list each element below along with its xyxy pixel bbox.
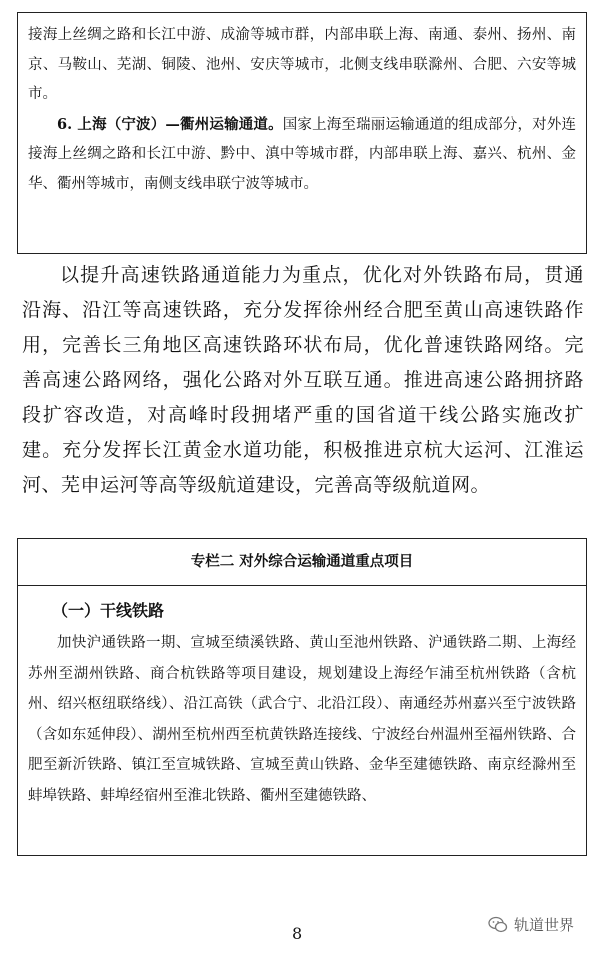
corridor-6-text: 国家上海至瑞丽运输通道的组成部分，对外连接海上丝绸之路和长江中游、黔中、滇中等城市群，内部串联上海、嘉兴、杭州、金华、衢州等城市，南侧支线串联宁波等城市。 <box>28 116 576 192</box>
corridor-6-title: 6. 上海（宁波）—衢州运输通道。 <box>57 115 283 133</box>
corridor-6-paragraph <box>28 110 576 200</box>
wechat-icon <box>488 916 508 934</box>
section-subtitle: （一）干线铁路 <box>52 601 165 620</box>
railway-projects-text: 加快沪通铁路一期、宣城至绩溪铁路、黄山至池州铁路、沪通铁路二期、上海经苏州至湖州铁路、商合杭铁路等项目建设，规划建设上海经乍浦至杭州铁路（含杭州、绍兴枢纽联络线）、沿江高铁（武合宁、北沿江段）、南通经苏州嘉兴至宁波铁路（含如东延伸段）、湖州至杭州西至杭黄铁路连接线、宁波经台州温州至福州铁路、合肥至新沂铁路、镇江至宣城铁路、宣城至黄山铁路、金华至建德铁路、南京经滁州至蚌埠铁路、蚌埠经宿州至淮北铁路、衢州至建德铁路、 <box>28 635 576 804</box>
column-box-key-projects <box>17 538 587 856</box>
column-header: 专栏二 对外综合运输通道重点项目 <box>18 539 586 586</box>
text-box-corridors <box>17 12 587 254</box>
body-paragraph: 以提升高速铁路通道能力为重点，优化对外铁路布局，贯通沿海、沿江等高速铁路，充分发挥徐州经合肥至黄山高速铁路作用，完善长三角地区高速铁路环状布局，优化普速铁路网络。完善高速公路网络，强化公路对外互联互通。推进高速公路拥挤路段扩容改造，对高峰时段拥堵严重的国省道干线公路实施改扩建。充分发挥长江黄金水道功能，积极推进京杭大运河、江淮运河、芜申运河等高等级航道建设，完善高等级航道网。 <box>22 264 584 496</box>
corridor-paragraph: 接海上丝绸之路和长江中游、成渝等城市群，内部串联上海、南通、泰州、扬州、南京、马鞍山、芜湖、铜陵、池州、安庆等城市，北侧支线串联滁州、合肥、六安等城市。 <box>28 27 576 102</box>
page-number: 8 <box>292 924 303 943</box>
watermark <box>488 914 574 935</box>
watermark-text: 轨道世界 <box>514 916 575 934</box>
